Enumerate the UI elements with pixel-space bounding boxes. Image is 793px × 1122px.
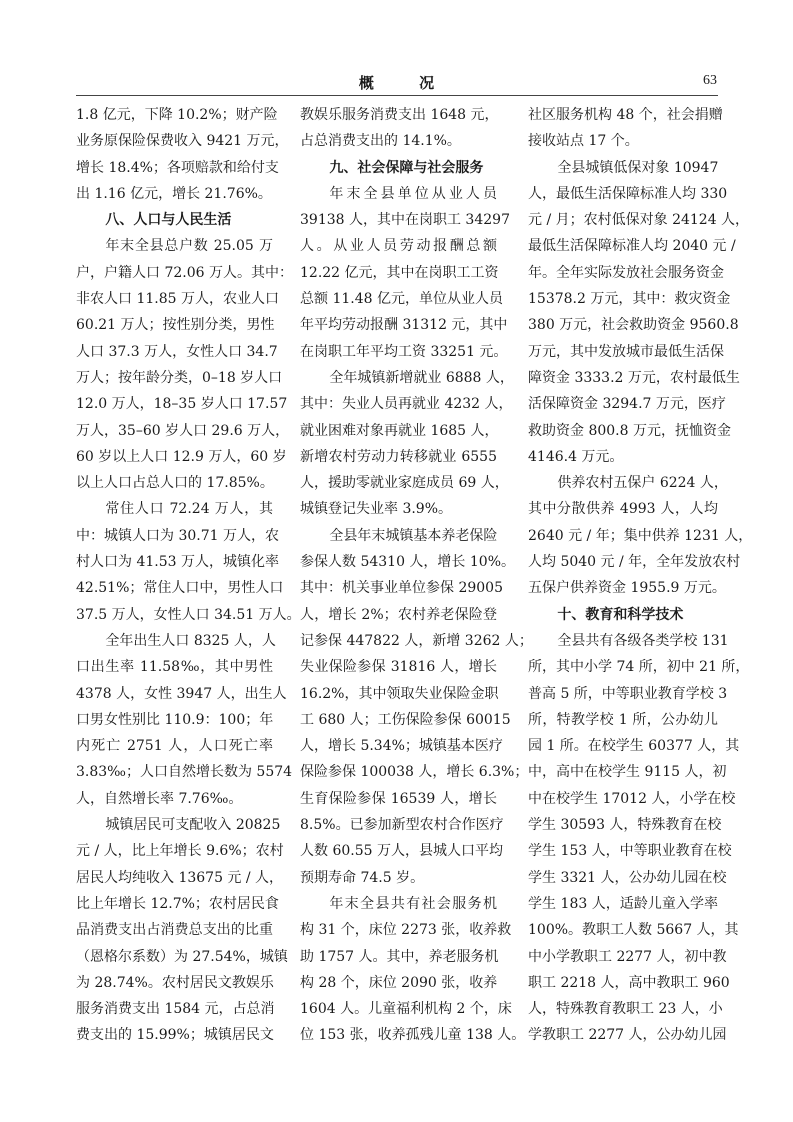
text-line: 人，援助零就业家庭成员 69 人，	[300, 475, 509, 492]
paragraph	[528, 470, 753, 601]
page-number: 63	[703, 73, 717, 88]
text-line: 人数 60.55 万人，县城人口平均	[300, 843, 503, 860]
text-line: 年末全县单位从业人员	[329, 185, 497, 202]
text-line: 服务消费支出 1584 元，占总消	[76, 1001, 275, 1018]
paragraph	[528, 102, 723, 155]
text-line: 占总消费支出的 14.1%。	[300, 133, 461, 150]
text-line: 比上年增长 12.7%；农村居民食	[76, 895, 279, 912]
text-line: 年。全年实际发放社会服务资金	[528, 264, 724, 281]
text-line: （恩格尔系数）为 27.54%，城镇	[76, 948, 288, 965]
text-line: 学生 183 人，适龄儿童入学率	[528, 895, 718, 912]
text-line: 记参保 447822 人，新增 3262 人；	[300, 632, 533, 649]
text-line: 人，特殊教育教职工 23 人，小	[528, 1001, 723, 1018]
text-line: 人均 5040 元 / 年，全年发放农村	[528, 554, 741, 571]
text-line: 全年城镇新增就业 6888 人，	[329, 369, 514, 386]
text-line: 障资金 3333.2 万元，农村最低生	[528, 369, 740, 386]
text-line: 100%。教职工人数 5667 人，其	[528, 922, 739, 939]
text-line: 保险参保 100038 人，增长 6.3%；	[300, 764, 529, 781]
heading-text: 八、人口与人民生活	[105, 212, 232, 229]
text-line: 教娱乐服务消费支出 1648 元，	[300, 107, 499, 123]
text-line: 品消费支出占消费总支出的比重	[76, 922, 273, 939]
text-line: 构 31 个，床位 2273 张，收养救	[300, 922, 512, 939]
text-line: 3.83‰；人口自然增长数为 5574	[76, 764, 293, 781]
text-line: 中：城镇人口为 30.71 万人，农	[76, 527, 279, 544]
heading-text: 九、社会保障与社会服务	[329, 159, 484, 176]
paragraph	[300, 891, 526, 1049]
text-line: 为 28.74%。农村居民文教娱乐	[76, 974, 274, 991]
text-line: 4378 人，女性 3947 人，出生人	[76, 685, 287, 702]
text-line: 所，特教学校 1 所，公办幼儿	[528, 711, 718, 728]
text-line: 学生 153 人，中等职业教育在校	[528, 843, 732, 860]
paragraph	[528, 628, 750, 1049]
section-title: 概 况	[358, 74, 455, 92]
text-line: 就业困难对象再就业 1685 人，	[300, 422, 499, 439]
text-line: 生育保险参保 16539 人，增长	[300, 790, 497, 807]
paragraph	[300, 523, 533, 891]
text-line: 出 1.16 亿元，增长 21.76%。	[76, 185, 272, 202]
text-line: 2640 元 / 年；集中供养 1231 人，	[528, 527, 753, 544]
header-rule	[76, 95, 718, 96]
text-line: 普高 5 所，中等职业教育学校 3	[528, 685, 728, 702]
text-line: 全年出生人口 8325 人，人	[105, 632, 276, 649]
text-line: 最低生活保障标准人均 2040 元 /	[528, 238, 736, 255]
text-line: 位 153 张，收养孤残儿童 138 人。	[300, 1027, 526, 1044]
text-column-3	[528, 102, 753, 1049]
text-line: 37.5 万人，女性人口 34.51 万人。	[76, 606, 301, 623]
text-line: 万元，其中发放城市最低生活保	[528, 343, 724, 360]
text-line: 五保户供养资金 1955.9 万元。	[528, 580, 726, 597]
text-line: 供养农村五保户 6224 人，	[557, 475, 728, 492]
text-line: 常住人口 72.24 万人，其	[105, 501, 273, 518]
text-line: 16.2%，其中领取失业保险金职	[300, 685, 499, 702]
text-line: 人，最低生活保障标准人均 330	[528, 185, 728, 202]
paragraph	[76, 233, 293, 496]
paragraph	[300, 102, 497, 155]
text-line: 42.51%；常住人口中，男性人口	[76, 580, 284, 597]
paragraph	[300, 181, 510, 365]
text-line: 人，增长 5.34%；城镇基本医疗	[300, 738, 503, 755]
text-line: 所，其中小学 74 所，初中 21 所，	[528, 659, 750, 676]
text-line: 参保人数 54310 人，增长 10%。	[300, 554, 516, 571]
text-line: 助 1757 人。其中，养老服务机	[300, 948, 499, 965]
paragraph	[76, 102, 289, 207]
text-line: 失业保险参保 31816 人，增长	[300, 659, 497, 676]
text-line: 人。从业人员劳动报酬总额	[300, 238, 497, 255]
text-line: 中在校学生 17012 人，小学在校	[528, 790, 736, 807]
text-line: 全县城镇低保对象 10947	[557, 159, 719, 176]
section-heading	[528, 602, 718, 628]
text-line: 人，增长 2%；农村养老保险登	[300, 606, 497, 623]
paragraph	[300, 365, 514, 523]
heading-text: 十、教育和科学技术	[557, 606, 684, 623]
text-line: 万人，35–60 岁人口 29.6 万人，	[76, 422, 290, 439]
text-line: 居民人均纯收入 13675 元 / 人，	[76, 869, 284, 886]
paragraph	[76, 628, 293, 812]
text-line: 在岗职工年平均工资 33251 元。	[300, 343, 508, 360]
text-line: 8.5%。已参加新型农村合作医疗	[300, 817, 504, 834]
text-line: 380 万元，社会救助资金 9560.8	[528, 317, 739, 334]
text-line: 60 岁以上人口 12.9 万人，60 岁	[76, 448, 287, 465]
text-line: 学生 3321 人，公办幼儿园在校	[528, 869, 727, 886]
text-line: 全县年末城镇基本养老保险	[329, 527, 498, 544]
paragraph	[528, 155, 750, 471]
text-line: 接收站点 17 个。	[528, 133, 639, 150]
paragraph	[76, 496, 301, 627]
text-line: 费支出的 15.99%；城镇居民文	[76, 1027, 274, 1044]
text-line: 其中分散供养 4993 人，人均	[528, 501, 718, 518]
text-line: 元 / 月；农村低保对象 24124 人，	[528, 212, 750, 229]
text-line: 学教职工 2277 人，公办幼儿园	[528, 1027, 727, 1044]
text-line: 15378.2 万元，其中：救灾资金	[528, 291, 731, 308]
text-line: 口男女性别比 110.9：100；年	[76, 711, 274, 728]
paragraph	[76, 812, 288, 1049]
text-line: 12.0 万人，18–35 岁人口 17.57	[76, 396, 288, 413]
text-line: 救助资金 800.8 万元，抚恤资金	[528, 422, 731, 439]
text-line: 元 / 人，比上年增长 9.6%；农村	[76, 843, 284, 860]
text-column-2	[300, 102, 533, 1049]
text-line: 城镇居民可支配收入 20825	[105, 817, 281, 834]
text-line: 以上人口占总人口的 17.85%。	[76, 475, 274, 492]
text-line: 全县共有各级各类学校 131	[557, 632, 729, 649]
section-heading	[300, 155, 497, 181]
text-line: 内死亡 2751 人，人口死亡率	[76, 738, 273, 755]
text-line: 构 28 个，床位 2090 张，收养	[300, 974, 498, 991]
text-line: 12.22 亿元，其中在岗职工工资	[300, 264, 499, 281]
text-line: 总额 11.48 亿元，单位从业人员	[300, 291, 503, 308]
text-line: 村人口为 41.53 万人，城镇化率	[76, 554, 279, 571]
text-line: 社区服务机构 48 个，社会捐赠	[528, 107, 723, 123]
text-line: 工 680 人；工伤保险参保 60015	[300, 711, 511, 728]
text-line: 中小学教职工 2277 人，初中教	[528, 948, 727, 965]
text-line: 人口 37.3 万人，女性人口 34.7	[76, 343, 278, 360]
text-line: 城镇登记失业率 3.9%。	[300, 501, 453, 518]
text-line: 4146.4 万元。	[528, 448, 624, 465]
text-line: 业务原保险保费收入 9421 万元，	[76, 133, 289, 150]
text-line: 其中：失业人员再就业 4232 人，	[300, 396, 513, 413]
text-line: 年平均劳动报酬 31312 元，其中	[300, 317, 508, 334]
text-line: 年末全县总户数 25.05 万	[105, 238, 273, 255]
text-line: 户，户籍人口 72.06 万人。其中：	[76, 264, 293, 281]
text-line: 增长 18.4%；各项赔款和给付支	[76, 159, 279, 176]
text-line: 1604 人。儿童福利机构 2 个，床	[300, 1001, 512, 1018]
text-line: 活保障资金 3294.7 万元，医疗	[528, 396, 726, 413]
text-line: 口出生率 11.58‰，其中男性	[76, 659, 273, 676]
text-line: 39138 人，其中在岗职工 34297	[300, 212, 510, 229]
text-line: 万人；按年龄分类，0–18 岁人口	[76, 369, 283, 386]
text-line: 60.21 万人；按性别分类，男性	[76, 317, 275, 334]
text-line: 职工 2218 人，高中教职工 960	[528, 974, 730, 991]
text-line: 其中：机关事业单位参保 29005	[300, 580, 503, 597]
text-line: 1.8 亿元，下降 10.2%；财产险	[76, 107, 278, 123]
text-line: 非农人口 11.85 万人，农业人口	[76, 291, 279, 308]
text-column-1	[76, 102, 301, 1049]
text-line: 园 1 所。在校学生 60377 人，其	[528, 738, 740, 755]
text-line: 学生 30593 人，特殊教育在校	[528, 817, 722, 834]
text-line: 新增农村劳动力转移就业 6555	[300, 448, 497, 465]
text-line: 人，自然增长率 7.76‰。	[76, 790, 243, 807]
text-line: 预期寿命 74.5 岁。	[300, 869, 425, 886]
text-line: 中，高中在校学生 9115 人，初	[528, 764, 727, 781]
section-heading	[76, 207, 273, 233]
text-line: 年末全县共有社会服务机	[329, 895, 497, 912]
